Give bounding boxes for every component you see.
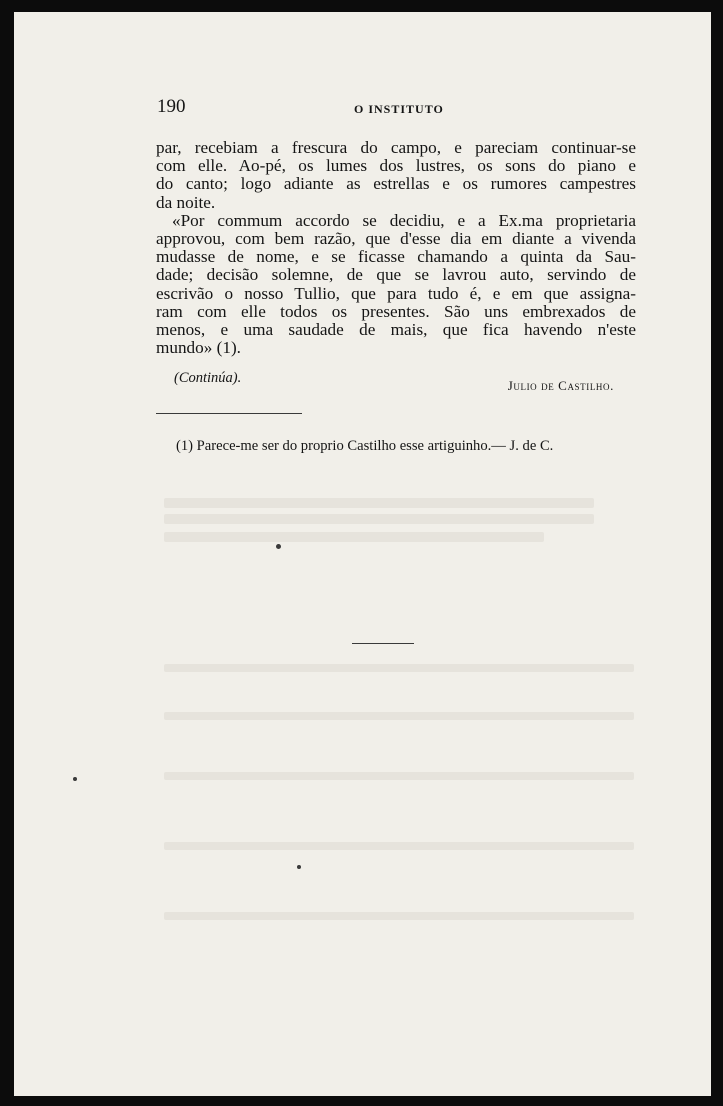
show-through — [164, 842, 634, 850]
ink-spot — [276, 544, 281, 549]
text-line: do canto; logo adiante as estrellas e os rumores campestres — [156, 174, 636, 194]
signature-row — [174, 370, 614, 392]
footnote: (1) Parece-me ser do proprio Castilho esse artiguinho.— J. de C. — [176, 438, 554, 454]
book-page — [14, 12, 711, 1096]
footnote-rule — [156, 413, 302, 414]
text-line: approvou, com bem razão, que d'esse dia em diante a vivenda — [156, 228, 636, 248]
show-through — [164, 772, 634, 780]
body-text — [156, 139, 636, 357]
continued-note: (Continúa). — [174, 370, 242, 386]
page-number: 190 — [157, 96, 186, 117]
show-through — [164, 664, 634, 672]
text-line: «Por commum accordo se decidiu, e a Ex.ma proprietaria — [172, 210, 636, 230]
ink-spot — [73, 777, 77, 781]
show-through — [164, 912, 634, 920]
running-title: O INSTITUTO — [354, 102, 444, 116]
ink-spot — [297, 865, 301, 869]
text-line: com elle. Ao-pé, os lumes dos lustres, os sons do piano e — [156, 156, 636, 176]
show-through — [164, 498, 594, 508]
show-through — [164, 532, 544, 542]
text-line: menos, e uma saudade de mais, que fica havendo n'este — [156, 319, 636, 339]
show-through — [164, 712, 634, 720]
text-line: escrivão o nosso Tullio, que para tudo é, e em que assigna- — [156, 283, 636, 303]
page-header — [14, 96, 711, 120]
show-through — [164, 514, 594, 524]
text-line: mudasse de nome, e se ficasse chamando a quinta da Sau- — [156, 247, 636, 267]
text-line: par, recebiam a frescura do campo, e pareciam continuar-se — [156, 138, 636, 157]
text-line: ram com elle todos os presentes. São uns embrexados de — [156, 301, 636, 321]
text-line: da noite. — [156, 192, 216, 212]
text-line: mundo» (1). — [156, 338, 241, 358]
section-divider — [352, 643, 414, 644]
text-line: dade; decisão solemne, de que se lavrou auto, servindo de — [156, 265, 636, 285]
author-signature: Julio de Castilho. — [507, 378, 614, 393]
